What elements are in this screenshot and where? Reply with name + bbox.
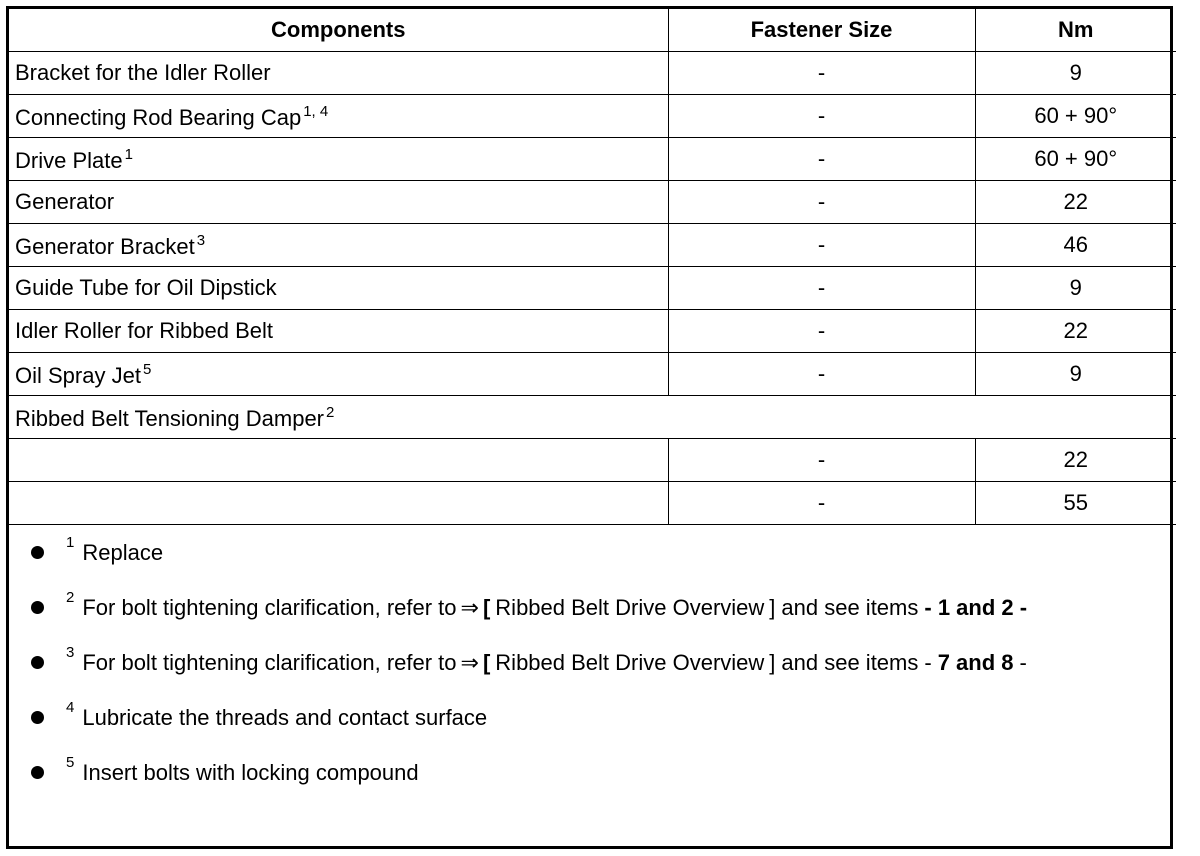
fastener-size-cell: - xyxy=(668,95,975,138)
footnote-items: - 1 and 2 - xyxy=(924,595,1028,620)
torque-cell: 22 xyxy=(975,439,1176,482)
footnote-text: and see items xyxy=(781,595,919,620)
torque-cell: 9 xyxy=(975,267,1176,310)
footnote-ref: 2 xyxy=(326,403,335,421)
torque-spec-sheet xyxy=(6,6,1173,849)
table-row xyxy=(9,353,1176,396)
table-row xyxy=(9,95,1176,138)
table-row xyxy=(9,138,1176,181)
footnote-item xyxy=(31,535,1170,590)
bullet-icon xyxy=(31,601,44,614)
footnote-dash: - xyxy=(924,650,932,675)
table-row xyxy=(9,224,1176,267)
footnote-number: 1 xyxy=(66,534,75,551)
torque-table xyxy=(9,9,1176,525)
component-cell: Idler Roller for Ribbed Belt xyxy=(9,310,668,353)
torque-cell: 9 xyxy=(975,353,1176,396)
component-cell: Connecting Rod Bearing Cap $^{1, 4}$ xyxy=(9,95,668,138)
table-row xyxy=(9,439,1176,482)
link-bracket-open: [ xyxy=(482,650,491,675)
footnote-items: 7 and 8 xyxy=(937,650,1014,675)
ribbed-belt-drive-overview-link[interactable]: Ribbed Belt Drive Overview xyxy=(495,595,765,620)
footnote-number: 5 xyxy=(66,754,75,771)
footnote-item xyxy=(31,755,1170,810)
table-row xyxy=(9,181,1176,224)
table-group-row xyxy=(9,396,1176,439)
component-cell: Guide Tube for Oil Dipstick xyxy=(9,267,668,310)
fastener-size-cell: - xyxy=(668,52,975,95)
table-row xyxy=(9,310,1176,353)
fastener-size-cell: - xyxy=(668,224,975,267)
table-row xyxy=(9,482,1176,525)
group-component-cell: Ribbed Belt Tensioning Damper $^2$ xyxy=(9,396,1176,439)
fastener-size-cell: - xyxy=(668,310,975,353)
torque-cell: 9 xyxy=(975,52,1176,95)
footnote-ref: 5 xyxy=(142,360,152,378)
link-bracket-close: ] xyxy=(769,595,776,620)
component-cell xyxy=(9,482,668,525)
table-row xyxy=(9,267,1176,310)
fastener-size-cell: - xyxy=(668,267,975,310)
footnote-item xyxy=(31,700,1170,755)
fastener-size-cell: - xyxy=(668,439,975,482)
footnote-item xyxy=(31,645,1170,700)
torque-cell: 22 xyxy=(975,310,1176,353)
footnote-number: 4 xyxy=(66,699,75,716)
header-fastener-size: Fastener Size xyxy=(668,9,975,52)
footnote-text: Replace xyxy=(82,540,164,565)
bullet-icon xyxy=(31,656,44,669)
footnote-text: Lubricate the threads and contact surface xyxy=(82,705,488,730)
torque-cell: 22 xyxy=(975,181,1176,224)
header-components: Components xyxy=(9,9,668,52)
bullet-icon xyxy=(31,546,44,559)
bullet-icon xyxy=(31,766,44,779)
footnote-text: Insert bolts with locking compound xyxy=(82,760,419,785)
footnote-text: For bolt tightening clarification, refer to xyxy=(82,650,457,675)
torque-cell: 60 + 90° xyxy=(975,138,1176,181)
footnote-item xyxy=(31,590,1170,645)
footnote-dash: - xyxy=(1019,650,1027,675)
footnote-ref: 1 xyxy=(124,145,133,163)
arrow-right-icon: ⇒ xyxy=(460,650,479,675)
fastener-size-cell: - xyxy=(668,353,975,396)
fastener-size-cell: - xyxy=(668,181,975,224)
footnote-ref: 3 xyxy=(196,231,206,249)
component-cell: Drive Plate $^1$ xyxy=(9,138,668,181)
table-header-row xyxy=(9,9,1176,52)
fastener-size-cell: - xyxy=(668,138,975,181)
footnote-text: and see items xyxy=(781,650,919,675)
component-cell: Bracket for the Idler Roller xyxy=(9,52,668,95)
ribbed-belt-drive-overview-link[interactable]: Ribbed Belt Drive Overview xyxy=(495,650,765,675)
link-bracket-open: [ xyxy=(482,595,491,620)
torque-cell: 55 xyxy=(975,482,1176,525)
table-row xyxy=(9,52,1176,95)
footnotes-list xyxy=(9,525,1170,810)
footnote-number: 3 xyxy=(66,644,75,661)
bullet-icon xyxy=(31,711,44,724)
torque-cell: 46 xyxy=(975,224,1176,267)
footnote-number: 2 xyxy=(66,589,75,606)
component-cell: Oil Spray Jet $^5$ xyxy=(9,353,668,396)
fastener-size-cell: - xyxy=(668,482,975,525)
arrow-right-icon: ⇒ xyxy=(460,595,479,620)
footnote-ref: 1, 4 xyxy=(303,102,329,120)
link-bracket-close: ] xyxy=(769,650,776,675)
footnote-text: For bolt tightening clarification, refer to xyxy=(82,595,457,620)
torque-cell: 60 + 90° xyxy=(975,95,1176,138)
component-cell: Generator Bracket $^3$ xyxy=(9,224,668,267)
component-cell: Generator xyxy=(9,181,668,224)
component-cell xyxy=(9,439,668,482)
header-nm: Nm xyxy=(975,9,1176,52)
